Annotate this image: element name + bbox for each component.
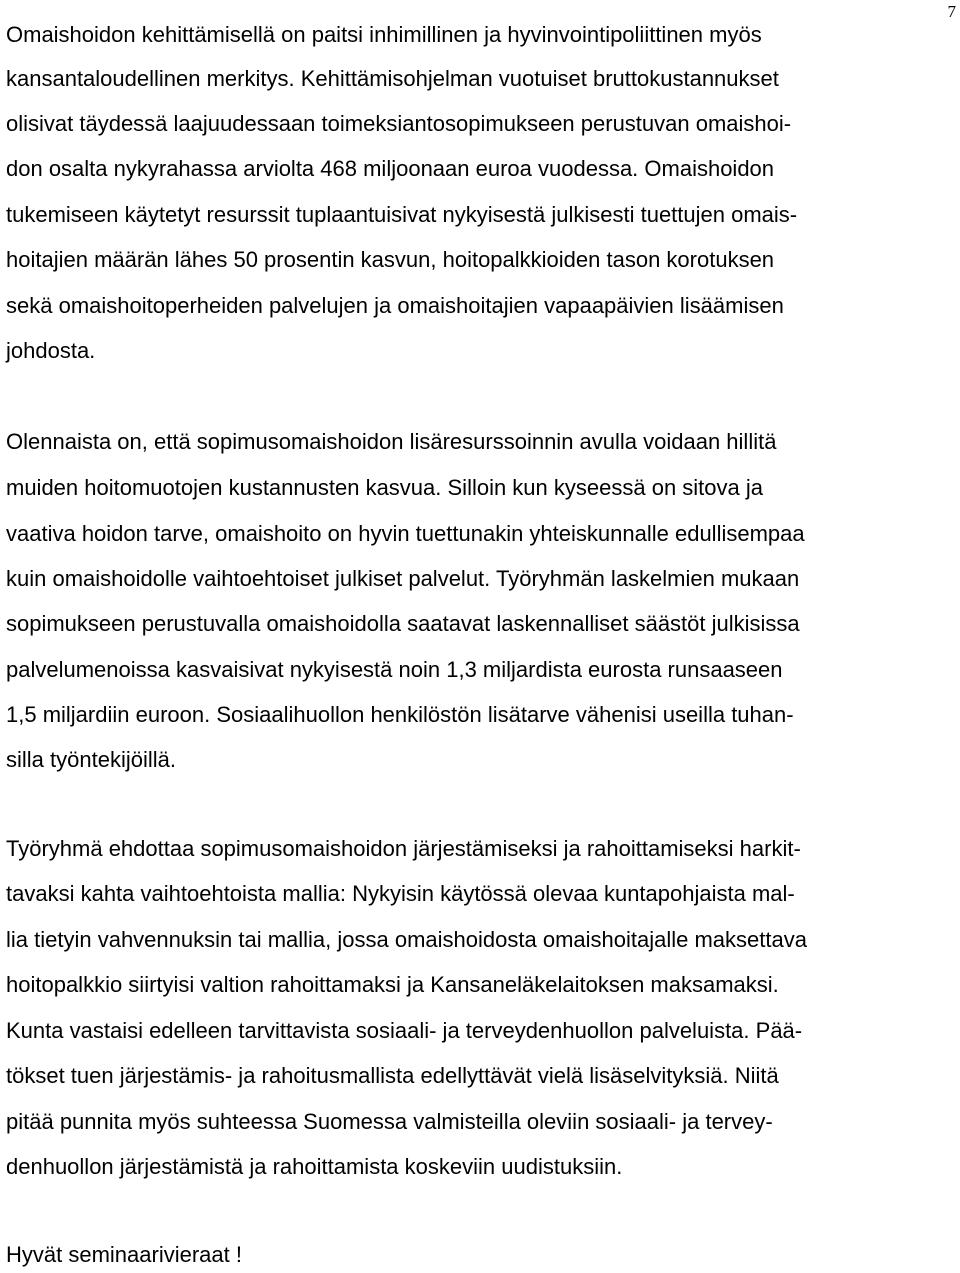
paragraph-line: Työryhmä ehdottaa sopimusomaishoidon järjestämiseksi ja rahoittamiseksi harkit- <box>6 836 801 861</box>
page-number: 7 <box>947 2 956 21</box>
paragraph-line: lia tietyin vahvennuksin tai mallia, jossa omaishoidosta omaishoitajalle maksettava <box>6 927 807 952</box>
paragraph-line: kuin omaishoidolle vaihtoehtoiset julkiset palvelut. Työryhmän laskelmien mukaan <box>6 566 800 591</box>
paragraph-line: sekä omaishoitoperheiden palvelujen ja omaishoitajien vapaapäivien lisäämisen <box>6 293 784 318</box>
paragraph-line: hoitopalkkio siirtyisi valtion rahoittamaksi ja Kansaneläkelaitoksen maksamaksi. <box>6 972 779 997</box>
paragraph-line: hoitajien määrän lähes 50 prosentin kasvun, hoitopalkkioiden tason korotuksen <box>6 247 775 272</box>
paragraph-line: tavaksi kahta vaihtoehtoista mallia: Nykyisin käytössä olevaa kuntapohjaista mal- <box>6 881 795 906</box>
paragraph-line: johdosta. <box>6 338 96 363</box>
paragraph-line: pitää punnita myös suhteessa Suomessa valmisteilla oleviin sosiaali- ja tervey- <box>6 1109 773 1134</box>
paragraph-line: denhuollon järjestämistä ja rahoittamista koskeviin uudistuksiin. <box>6 1154 623 1179</box>
paragraph-line: vaativa hoidon tarve, omaishoito on hyvin tuettunakin yhteiskunnalle edullisempaa <box>6 521 805 546</box>
closing-greeting: Hyvät seminaarivieraat ! <box>6 1242 242 1267</box>
paragraph-line: silla työntekijöillä. <box>6 747 176 772</box>
paragraph-line: kansantaloudellinen merkitys. Kehittämisohjelman vuotuiset bruttokustannukset <box>6 66 779 91</box>
paragraph-line: don osalta nykyrahassa arviolta 468 miljoonaan euroa vuodessa. Omaishoidon <box>6 156 775 181</box>
paragraph-line: sopimukseen perustuvalla omaishoidolla saatavat laskennalliset säästöt julkisissa <box>6 611 800 636</box>
paragraph-line: 1,5 miljardiin euroon. Sosiaalihuollon henkilöstön lisätarve vähenisi useilla tuhan- <box>6 702 794 727</box>
paragraph-line: tukemiseen käytetyt resurssit tuplaantuisivat nykyisestä julkisesti tuettujen omais- <box>6 202 798 227</box>
paragraph-line: muiden hoitomuotojen kustannusten kasvua. Silloin kun kyseessä on sitova ja <box>6 475 764 500</box>
paragraph-line: tökset tuen järjestämis- ja rahoitusmallista edellyttävät vielä lisäselvityksiä. Niitä <box>6 1063 779 1088</box>
paragraph-line: Omaishoidon kehittämisellä on paitsi inhimillinen ja hyvinvointipoliittinen myös <box>6 22 762 47</box>
paragraph-line: olisivat täydessä laajuudessaan toimeksiantosopimukseen perustuvan omaishoi- <box>6 111 792 136</box>
paragraph-line: palvelumenoissa kasvaisivat nykyisestä noin 1,3 miljardista eurosta runsaaseen <box>6 657 783 682</box>
paragraph-line: Kunta vastaisi edelleen tarvittavista sosiaali- ja terveydenhuollon palveluista. Pää- <box>6 1018 803 1043</box>
paragraph-line: Olennaista on, että sopimusomaishoidon lisäresurssoinnin avulla voidaan hillitä <box>6 429 777 454</box>
